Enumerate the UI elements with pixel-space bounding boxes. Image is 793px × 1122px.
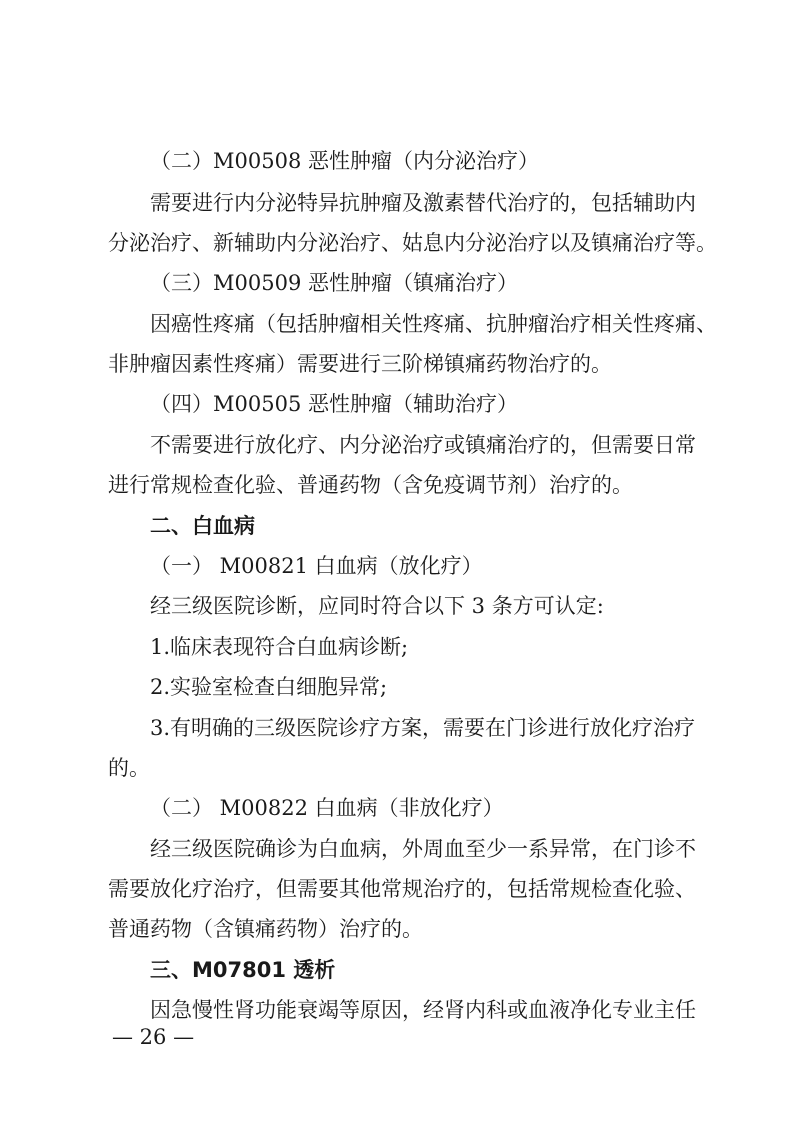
- section-heading: 二、白血病: [150, 514, 255, 538]
- paragraph-line: 进行常规检查化验、普通药物（含免疫调节剂）治疗的。: [108, 473, 633, 497]
- subsection-heading: （一） M00821 白血病（放化疗）: [150, 554, 483, 578]
- subsection-heading: （二）M00508 恶性肿瘤（内分泌治疗）: [150, 149, 539, 173]
- paragraph-line: 不需要进行放化疗、内分泌治疗或镇痛治疗的，但需要日常: [150, 433, 696, 457]
- list-item: 1.临床表现符合白血病诊断;: [150, 635, 409, 659]
- subsection-heading: （三）M00509 恶性肿瘤（镇痛治疗）: [150, 271, 518, 295]
- paragraph-line: 因急慢性肾功能衰竭等原因，经肾内科或血液净化专业主任: [150, 998, 696, 1022]
- paragraph-line: 需要进行内分泌特异抗肿瘤及激素替代治疗的，包括辅助内: [150, 191, 696, 215]
- page-number: — 26 —: [112, 1025, 195, 1049]
- subsection-heading: （二） M00822 白血病（非放化疗）: [150, 796, 504, 820]
- paragraph-line: 的。: [108, 756, 150, 780]
- list-item: 2.实验室检查白细胞异常;: [150, 675, 388, 699]
- paragraph-line: 非肿瘤因素性疼痛）需要进行三阶梯镇痛药物治疗的。: [108, 352, 612, 376]
- paragraph-line: 经三级医院诊断，应同时符合以下 3 条方可认定:: [150, 594, 604, 618]
- paragraph-line: 因癌性疼痛（包括肿瘤相关性疼痛、抗肿瘤治疗相关性疼痛、: [150, 312, 717, 336]
- subsection-heading: （四）M00505 恶性肿瘤（辅助治疗）: [150, 392, 518, 416]
- paragraph-line: 普通药物（含镇痛药物）治疗的。: [108, 917, 423, 941]
- list-item: 3.有明确的三级医院诊疗方案，需要在门诊进行放化疗治疗: [150, 716, 696, 740]
- section-heading: 三、M07801 透析: [150, 958, 336, 982]
- paragraph-line: 经三级医院确诊为白血病，外周血至少一系异常，在门诊不: [150, 837, 696, 861]
- paragraph-line: 分泌治疗、新辅助内分泌治疗、姑息内分泌治疗以及镇痛治疗等。: [108, 231, 717, 255]
- paragraph-line: 需要放化疗治疗，但需要其他常规治疗的，包括常规检查化验、: [108, 877, 696, 901]
